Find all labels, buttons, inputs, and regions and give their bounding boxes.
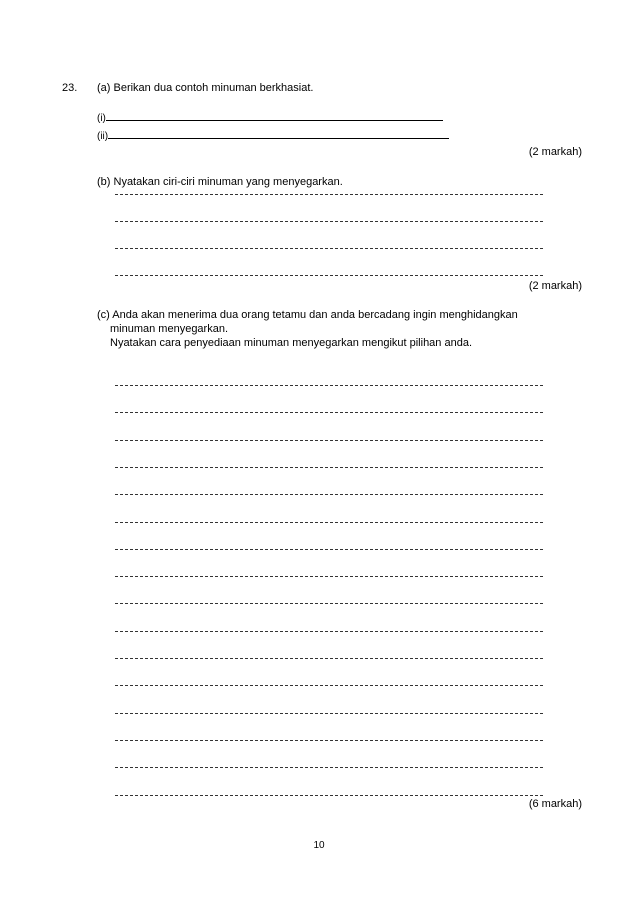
part-a-marks: (2 markah) [528,146,582,158]
part-c-answer-line[interactable] [115,795,543,796]
page-number: 10 [313,840,325,851]
part-c-prompt-line-1: (c) Anda akan menerima dua orang tetamu dan anda bercadang ingin menghidangkan [97,309,518,321]
part-a-blank-1-label: (i) [97,113,106,124]
part-a-blank-2[interactable] [97,128,449,142]
part-c-prompt [97,308,518,350]
part-a-blank-1[interactable] [97,110,443,124]
part-c-answer-line[interactable] [115,713,543,714]
part-c-answer-line[interactable] [115,631,543,632]
part-c-answer-line[interactable] [115,522,543,523]
part-c-prompt-line-2: minuman menyegarkan. [110,323,229,335]
part-b-answer-line[interactable] [115,275,543,276]
question-number: 23. [62,82,78,94]
part-c-answer-line[interactable] [115,494,543,495]
part-c-answer-line[interactable] [115,658,543,659]
part-c-marks: (6 markah) [528,798,582,810]
part-b-answer-line[interactable] [115,221,543,222]
part-c-answer-line[interactable] [115,767,543,768]
part-b-answer-line[interactable] [115,248,543,249]
part-b-marks: (2 markah) [528,280,582,292]
part-c-answer-line[interactable] [115,740,543,741]
part-a-blank-1-underline [106,110,443,121]
part-a-blank-2-underline [108,128,449,139]
part-c-prompt-line-3: Nyatakan cara penyediaan minuman menyegarkan mengikut pilihan anda. [110,337,473,349]
part-a-prompt: (a) Berikan dua contoh minuman berkhasiat. [97,82,314,94]
part-c-answer-line[interactable] [115,576,543,577]
part-c-answer-line[interactable] [115,685,543,686]
part-b-answer-line[interactable] [115,194,543,195]
part-c-answer-line[interactable] [115,412,543,413]
part-a-blank-2-label: (ii) [97,131,109,142]
part-c-answer-line[interactable] [115,603,543,604]
part-b-prompt: (b) Nyatakan ciri-ciri minuman yang menyegarkan. [97,176,343,188]
part-c-answer-line[interactable] [115,440,543,441]
part-c-answer-line[interactable] [115,385,543,386]
part-c-answer-line[interactable] [115,549,543,550]
part-c-answer-line[interactable] [115,467,543,468]
